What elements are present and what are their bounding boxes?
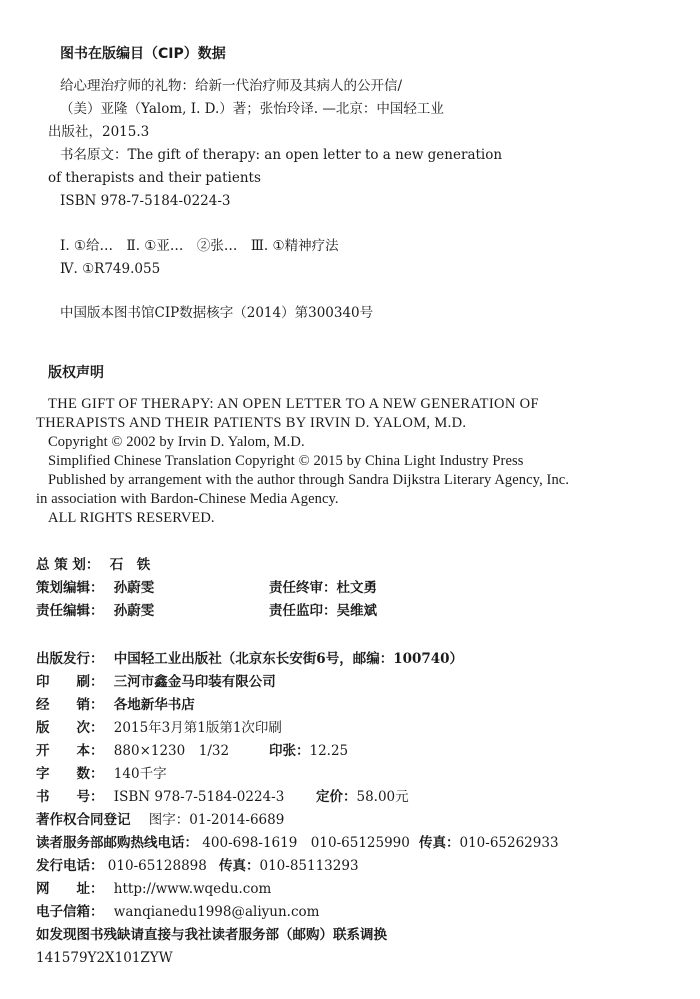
credit-label: 著作权合同登记	[36, 812, 131, 828]
credits-row-planner	[36, 554, 150, 576]
credit-value: ISBN 978-7-5184-0224-3	[113, 789, 285, 805]
credit-value: 石 铁	[109, 557, 151, 573]
credit-value: 400-698-1619 010-65125990	[202, 835, 410, 851]
credit-value: 010-85113293	[259, 858, 359, 874]
credit-label: 总 策 划：	[36, 557, 100, 573]
credit-value: 三河市鑫金马印装有限公司	[113, 674, 276, 690]
credits-row-notice	[36, 924, 387, 946]
credit-value: 杜文勇	[336, 580, 377, 596]
cip-line-3: 出版社，2015.3	[48, 124, 150, 140]
credits-row-distributor	[36, 694, 195, 716]
rights-line-5: Published by arrangement with the author through Sandra Dijkstra Literary Agency, Inc.	[48, 472, 570, 488]
credit-label: 印 刷：	[36, 674, 104, 690]
credits-row-format	[36, 740, 596, 762]
credits-row-copyright-registration	[36, 809, 284, 831]
credit-label: 定价：	[316, 789, 357, 805]
credit-label: 发行电话：	[36, 858, 104, 874]
credit-value: 140千字	[113, 766, 167, 782]
credit-label: 策划编辑：	[36, 580, 104, 596]
credits-row-printer	[36, 671, 276, 693]
cip-line-2: （美）亚隆（Yalom, I. D.）著；张怡玲译. —北京：中国轻工业	[60, 101, 444, 117]
cip-line-4: 书名原文：The gift of therapy: an open letter to a new generation	[60, 147, 503, 163]
cip-heading: 图书在版编目（CIP）数据	[60, 46, 226, 62]
credits-row-code	[36, 947, 173, 969]
credits-row-wordcount	[36, 763, 167, 785]
rights-line-1: THE GIFT OF THERAPY: AN OPEN LETTER TO A NEW GENERATION OF	[48, 396, 539, 412]
credit-value: 中国轻工业出版社（北京东长安街6号，邮编：100740）	[113, 651, 464, 667]
credit-value: 孙蔚雯	[113, 580, 155, 596]
rights-line-2: THERAPISTS AND THEIR PATIENTS BY IRVIN D. YALOM, M.D.	[36, 415, 467, 431]
credits-row-editor	[36, 600, 596, 622]
credit-value: 各地新华书店	[113, 697, 195, 713]
credit-label: 印张：	[269, 743, 310, 759]
credit-value: 吴维斌	[336, 603, 377, 619]
credit-label: 传真：	[419, 835, 460, 851]
credit-label: 责任终审：	[269, 580, 337, 596]
credits-row-edition	[36, 717, 282, 739]
credit-label: 经 销：	[36, 697, 104, 713]
defect-notice: 如发现图书残缺请直接与我社读者服务部（邮购）联系调换	[36, 927, 387, 943]
credit-label: 版 次：	[36, 720, 104, 736]
credit-label: 责任监印：	[269, 603, 337, 619]
credits-row-publisher	[36, 648, 463, 670]
cip-classification: Ⅰ. ①给… Ⅱ. ①亚… ②张… Ⅲ. ①精神疗法	[60, 238, 339, 254]
product-code: 141579Y2X101ZYW	[36, 950, 173, 966]
rights-line-3: Copyright © 2002 by Irvin D. Yalom, M.D.	[48, 434, 305, 450]
credits-row-email	[36, 901, 319, 923]
credit-value: 58.00元	[356, 789, 409, 805]
credit-label: 电子信箱：	[36, 904, 104, 920]
rights-line-4: Simplified Chinese Translation Copyright © 2015 by China Light Industry Press	[48, 453, 524, 469]
credit-label: 读者服务部邮购热线电话：	[36, 835, 198, 851]
credits-row-website	[36, 878, 271, 900]
credit-value: 010-65128898	[107, 858, 207, 874]
credit-value: http://www.wqedu.com	[113, 881, 272, 897]
credit-label: 书 号：	[36, 789, 104, 805]
credit-label: 传真：	[219, 858, 260, 874]
credit-value: 2015年3月第1版第1次印刷	[113, 720, 282, 736]
credit-value: 880×1230 1/32	[113, 743, 230, 759]
credits-row-planning-editor	[36, 577, 596, 599]
credit-label: 责任编辑：	[36, 603, 104, 619]
rights-line-6: in association with Bardon-Chinese Media Agency.	[36, 491, 339, 507]
credits-row-sales-phone	[36, 855, 596, 877]
credit-value: wanqianedu1998@aliyun.com	[113, 904, 320, 920]
cip-line-1: 给心理治疗师的礼物：给新一代治疗师及其病人的公开信/	[60, 78, 403, 94]
credits-row-isbn	[36, 786, 596, 808]
credit-label: 出版发行：	[36, 651, 104, 667]
credits-row-mailorder	[36, 832, 596, 854]
cip-line-5: of therapists and their patients	[48, 170, 261, 186]
credit-label: 开 本：	[36, 743, 104, 759]
cip-isbn: ISBN 978-7-5184-0224-3	[60, 193, 231, 209]
credit-value: 图字：01-2014-6689	[148, 812, 285, 828]
rights-heading: 版权声明	[48, 365, 104, 381]
cip-class-number: Ⅳ. ①R749.055	[60, 261, 161, 277]
credit-value: 孙蔚雯	[113, 603, 155, 619]
credit-label: 字 数：	[36, 766, 104, 782]
cip-record-number: 中国版本图书馆CIP数据核字（2014）第300340号	[60, 305, 374, 321]
credit-value: 12.25	[309, 743, 349, 759]
credit-value: 010-65262933	[459, 835, 559, 851]
credit-label: 网 址：	[36, 881, 104, 897]
rights-line-7: ALL RIGHTS RESERVED.	[48, 510, 215, 526]
